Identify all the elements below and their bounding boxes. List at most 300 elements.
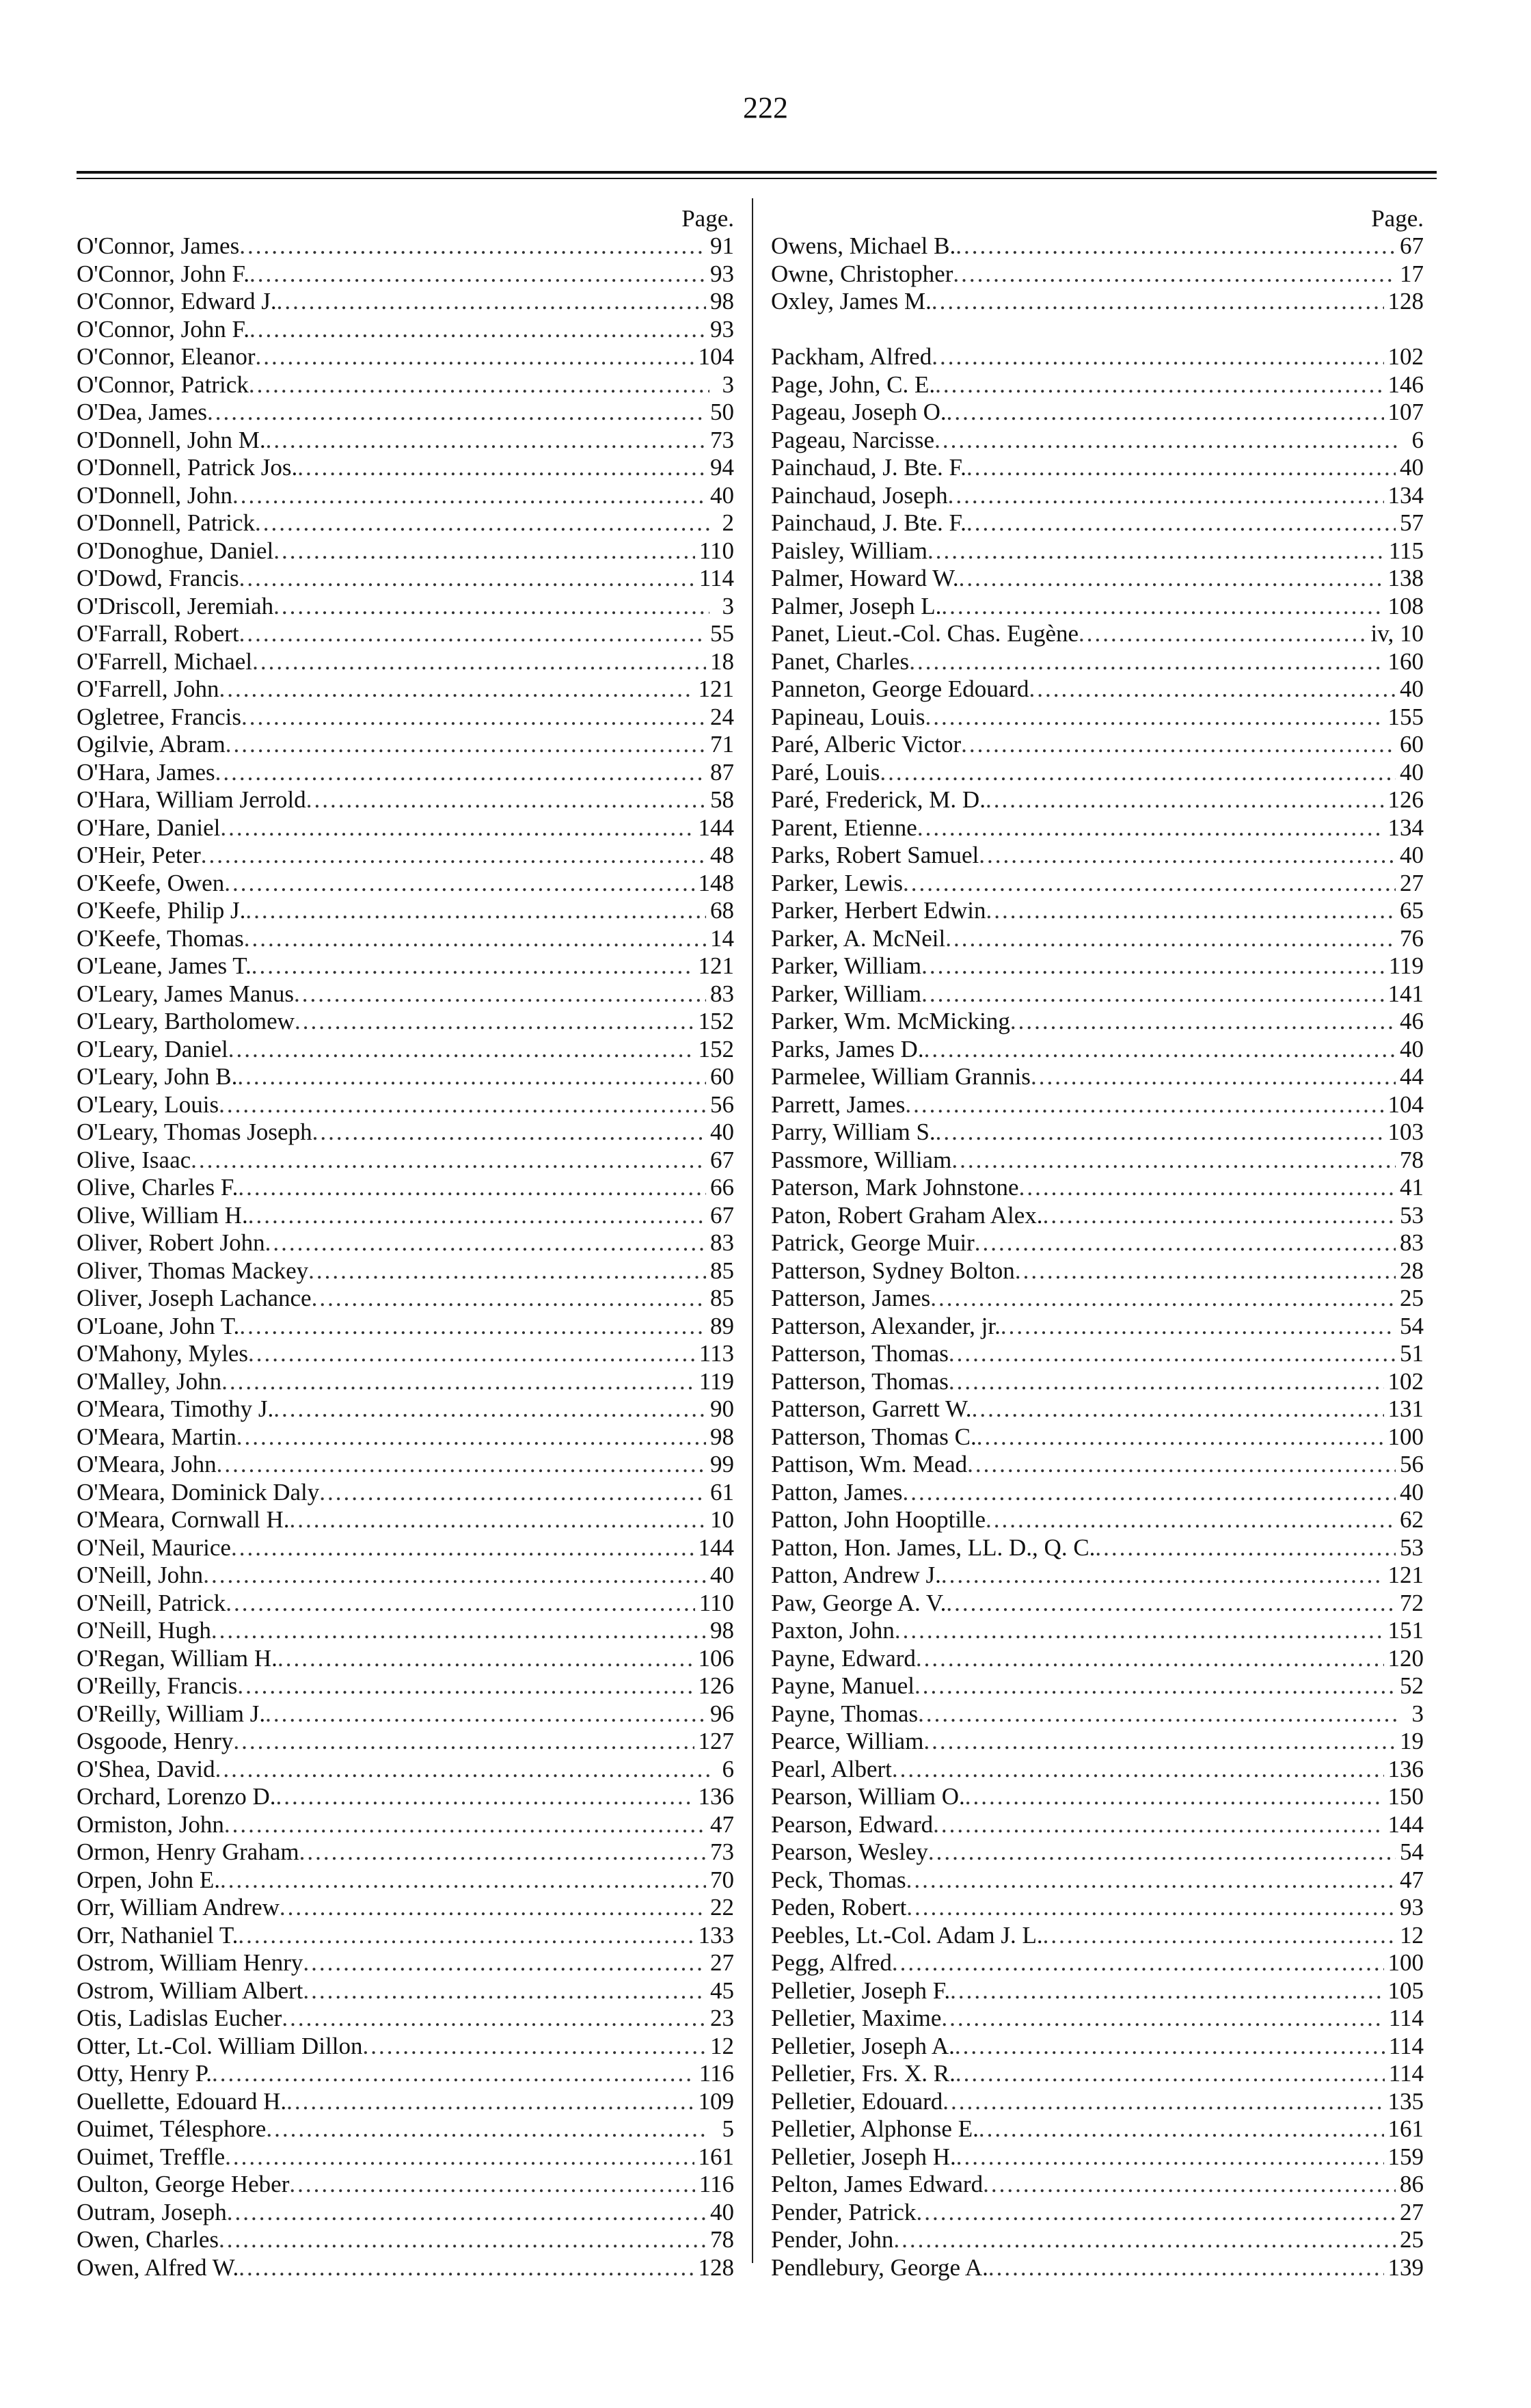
entry-page: 40 <box>1400 1035 1424 1062</box>
entry-page: 65 <box>1400 897 1424 924</box>
index-entry <box>771 593 1424 621</box>
entry-name: O'Hara, William Jerrold <box>77 786 306 813</box>
dot-leader <box>277 1645 694 1673</box>
entry-name: Paxton, John <box>771 1617 895 1644</box>
dot-leader <box>273 593 709 621</box>
index-entry <box>771 2005 1424 2033</box>
dot-leader <box>924 1036 1396 1064</box>
entry-name: Paisley, William <box>771 537 927 564</box>
entry-name: Parks, Robert Samuel <box>771 842 979 868</box>
index-entry <box>771 1645 1424 1673</box>
index-entry <box>77 537 734 565</box>
dot-leader <box>946 1590 1396 1618</box>
index-entry <box>771 1728 1424 1756</box>
entry-name: Olive, William H. <box>77 1201 248 1229</box>
entry-page: 18 <box>710 647 734 675</box>
index-entry <box>771 1119 1424 1147</box>
entry-page: 55 <box>710 620 734 647</box>
index-entry <box>77 1091 734 1119</box>
index-entry <box>771 980 1424 1008</box>
entry-name: Orpen, John E. <box>77 1866 220 1893</box>
entry-page: 56 <box>710 1091 734 1118</box>
index-entry <box>77 925 734 953</box>
entry-name: O'Malley, John <box>77 1367 222 1395</box>
dot-leader <box>201 842 706 870</box>
dot-leader <box>906 1867 1396 1895</box>
entry-name: O'Connor, John F. <box>77 260 249 287</box>
entry-page: 60 <box>710 1063 734 1090</box>
entry-page: 160 <box>1387 647 1424 675</box>
index-entry <box>77 1867 734 1895</box>
entry-page: 110 <box>699 537 734 564</box>
entry-page: 83 <box>710 1229 734 1256</box>
entry-name: Owne, Christopher <box>771 260 953 287</box>
entry-page: 100 <box>1387 1949 1424 1976</box>
entry-page: 12 <box>1400 1921 1424 1949</box>
entry-name: O'Heir, Peter <box>77 842 201 868</box>
index-entry <box>771 1922 1424 1950</box>
entry-page: 19 <box>1400 1728 1424 1754</box>
index-entry <box>77 897 734 925</box>
entry-name: Peden, Robert <box>771 1894 907 1921</box>
entry-page: 40 <box>710 481 734 509</box>
index-entry <box>771 1202 1424 1230</box>
dot-leader <box>941 2005 1384 2033</box>
index-entry <box>771 1479 1424 1507</box>
index-entry <box>771 1091 1424 1119</box>
dot-leader <box>927 537 1385 565</box>
entry-name: Painchaud, J. Bte. F. <box>771 509 966 536</box>
entry-name: O'Farrell, John <box>77 675 219 702</box>
entry-page: 78 <box>1400 1146 1424 1173</box>
entry-name: Parks, James D. <box>771 1035 924 1062</box>
entry-name: Paton, Robert Graham Alex. <box>771 1201 1043 1229</box>
index-entry <box>77 870 734 898</box>
entry-name: Ormon, Henry Graham <box>77 1838 299 1865</box>
entry-page: 141 <box>1387 980 1424 1007</box>
entry-page: 102 <box>1387 1367 1424 1395</box>
dot-leader <box>1031 1063 1396 1091</box>
entry-page: 91 <box>710 232 734 259</box>
dot-leader <box>232 482 706 510</box>
dot-leader <box>219 2226 706 2254</box>
entry-page: 54 <box>1400 1312 1424 1339</box>
entry-name: O'Connor, Eleanor <box>77 343 256 370</box>
entry-page: 99 <box>710 1451 734 1477</box>
dot-leader <box>362 2033 706 2061</box>
dot-leader <box>1029 675 1396 704</box>
entry-page: 114 <box>699 565 734 591</box>
entry-page: 103 <box>1387 1119 1424 1145</box>
entry-page: 136 <box>698 1783 734 1810</box>
index-entry <box>77 454 734 482</box>
entry-page: 40 <box>710 2198 734 2225</box>
index-entry <box>77 1257 734 1285</box>
entry-name: O'Donnell, Patrick <box>77 509 255 536</box>
entry-name: O'Leary, James Manus <box>77 980 294 1007</box>
entry-name: Peebles, Lt.-Col. Adam J. L. <box>771 1921 1043 1949</box>
index-entry <box>77 1562 734 1590</box>
entry-name: O'Leane, James T. <box>77 952 252 979</box>
entry-name: O'Meara, Martin <box>77 1423 236 1450</box>
dot-leader <box>231 1534 694 1562</box>
dot-leader <box>932 343 1383 371</box>
entry-name: O'Meara, Dominick Daly <box>77 1478 320 1506</box>
index-list <box>771 232 1424 2282</box>
entry-page: 47 <box>1400 1866 1424 1893</box>
entry-name: O'Neill, John <box>77 1562 204 1588</box>
entry-name: O'Meara, John <box>77 1451 217 1477</box>
dot-leader <box>1010 1008 1396 1036</box>
dot-leader <box>252 648 706 676</box>
dot-leader <box>239 2254 694 2282</box>
index-entry <box>77 232 734 260</box>
entry-name: Pelletier, Maxime <box>771 2005 942 2031</box>
entry-page: 72 <box>1400 1589 1424 1616</box>
entry-name: O'Neil, Maurice <box>77 1534 231 1561</box>
entry-page: 10 <box>710 1506 734 1533</box>
dot-leader <box>303 1977 706 2005</box>
entry-page: 28 <box>1400 1257 1424 1284</box>
dot-leader <box>233 1728 694 1756</box>
index-entry <box>771 1672 1424 1700</box>
entry-page: 83 <box>710 980 734 1007</box>
index-entry <box>77 1063 734 1091</box>
index-entry <box>77 1977 734 2005</box>
dot-leader <box>282 2005 706 2033</box>
dot-leader <box>239 565 695 593</box>
entry-page: 134 <box>1387 481 1424 509</box>
index-entry <box>77 1119 734 1147</box>
dot-leader <box>917 814 1384 842</box>
entry-name: Patton, John Hooptille <box>771 1506 986 1533</box>
dot-leader <box>220 814 694 842</box>
index-entry <box>771 1229 1424 1257</box>
page-column-header: Page. <box>1371 205 1424 232</box>
dot-leader <box>909 648 1383 676</box>
entry-name: Palmer, Howard W. <box>771 565 959 591</box>
entry-page: 155 <box>1387 703 1424 730</box>
entry-name: Patton, Hon. James, LL. D., Q. C. <box>771 1534 1096 1561</box>
entry-page: 85 <box>710 1257 734 1284</box>
index-entry <box>77 593 734 621</box>
entry-name: O'Dowd, Francis <box>77 565 239 591</box>
entry-page: 131 <box>1387 1395 1424 1422</box>
entry-page: 56 <box>1400 1451 1424 1477</box>
dot-leader <box>941 593 1383 621</box>
entry-name: Ormiston, John <box>77 1810 224 1838</box>
entry-name: Patterson, James <box>771 1285 931 1311</box>
index-entry <box>771 1977 1424 2005</box>
dot-leader <box>255 509 709 537</box>
entry-name: Pendlebury, George A. <box>771 2253 988 2281</box>
entry-page: 107 <box>1387 399 1424 425</box>
index-entry <box>77 1285 734 1313</box>
index-entry <box>771 1174 1424 1202</box>
index-entry <box>77 1838 734 1867</box>
entry-page: 3 <box>722 592 734 619</box>
dot-leader <box>951 1147 1396 1175</box>
dot-leader <box>280 1894 706 1922</box>
dot-leader <box>950 1977 1383 2005</box>
index-entry <box>77 509 734 537</box>
entry-name: O'Connor, Edward J. <box>77 288 277 315</box>
dot-leader <box>967 1451 1396 1479</box>
dot-leader <box>945 925 1396 953</box>
index-entry <box>771 1590 1424 1618</box>
index-entry <box>771 731 1424 759</box>
dot-leader <box>925 704 1384 732</box>
dot-leader <box>930 1285 1396 1313</box>
dot-leader <box>947 399 1384 427</box>
entry-page: 98 <box>710 1617 734 1644</box>
entry-page: 104 <box>1387 1091 1424 1118</box>
entry-page: 50 <box>710 399 734 425</box>
dot-leader <box>916 1645 1384 1673</box>
dot-leader <box>893 2226 1396 2254</box>
dot-leader <box>226 731 706 759</box>
dot-leader <box>1019 1174 1396 1202</box>
dot-leader <box>299 1838 706 1867</box>
index-entry <box>771 1700 1424 1728</box>
dot-leader <box>266 427 706 455</box>
index-entry <box>771 759 1424 787</box>
entry-name: Pelletier, Joseph A. <box>771 2032 955 2059</box>
entry-page: 126 <box>1387 786 1424 813</box>
index-entry <box>771 1867 1424 1895</box>
dot-leader <box>228 1036 694 1064</box>
entry-page: 46 <box>1400 1008 1424 1034</box>
entry-name: Parrett, James <box>771 1091 906 1118</box>
entry-page: 68 <box>710 897 734 924</box>
index-entry <box>77 675 734 704</box>
index-entry <box>77 2033 734 2061</box>
dot-leader <box>239 232 706 260</box>
entry-name: Pelletier, Alphonse E. <box>771 2115 979 2142</box>
index-entry <box>77 1395 734 1423</box>
dot-leader <box>225 2143 694 2171</box>
entry-page: 70 <box>710 1866 734 1893</box>
entry-page: 27 <box>1400 2198 1424 2225</box>
dot-leader <box>237 1672 694 1700</box>
dot-leader <box>211 1617 706 1645</box>
entry-page: 60 <box>1400 731 1424 758</box>
entry-page: 71 <box>710 731 734 758</box>
entry-page: 152 <box>698 1035 734 1062</box>
index-entry <box>771 2171 1424 2199</box>
dot-leader <box>1015 1257 1396 1285</box>
index-entry <box>77 1451 734 1479</box>
dot-leader <box>880 759 1396 787</box>
entry-page: 127 <box>698 1728 734 1754</box>
index-entry <box>77 842 734 870</box>
entry-page: 52 <box>1400 1672 1424 1699</box>
entry-page: 116 <box>699 2060 734 2087</box>
entry-name: Panet, Lieut.-Col. Chas. Eugène <box>771 620 1079 647</box>
entry-page: 67 <box>1400 232 1424 259</box>
index-entry <box>77 1313 734 1341</box>
entry-name: O'Reilly, Francis <box>77 1672 238 1699</box>
entry-name: Oxley, James M. <box>771 288 932 315</box>
dot-leader <box>290 1506 707 1534</box>
entry-name: O'Shea, David <box>77 1755 215 1782</box>
index-entry <box>77 704 734 732</box>
entry-page: 161 <box>1387 2115 1424 2142</box>
entry-page: 108 <box>1387 592 1424 619</box>
index-entry <box>771 704 1424 732</box>
index-entry <box>77 316 734 344</box>
entry-page: 148 <box>698 869 734 896</box>
index-entry <box>77 1423 734 1452</box>
dot-leader <box>239 1313 706 1341</box>
entry-page: 114 <box>1388 2032 1424 2059</box>
entry-page: 73 <box>710 426 734 453</box>
dot-leader <box>273 537 695 565</box>
entry-name: O'Leary, Thomas Joseph <box>77 1119 312 1145</box>
index-entry <box>77 980 734 1008</box>
index-entry <box>771 371 1424 399</box>
dot-leader <box>959 565 1384 593</box>
entry-name: Pearson, William O. <box>771 1783 965 1810</box>
entry-page: 3 <box>722 371 734 398</box>
index-entry <box>771 1451 1424 1479</box>
index-entry <box>77 1590 734 1618</box>
entry-page: 86 <box>1400 2171 1424 2197</box>
dot-leader <box>977 1423 1384 1452</box>
entry-name: Patton, Andrew J. <box>771 1562 941 1588</box>
dot-leader <box>935 371 1383 399</box>
index-entry <box>77 1811 734 1839</box>
entry-page: 128 <box>1387 288 1424 315</box>
index-entry <box>77 1368 734 1396</box>
index-entry <box>771 1756 1424 1784</box>
entry-name: O'Donnell, John M. <box>77 426 266 453</box>
entry-name: Patton, James <box>771 1478 903 1506</box>
dot-leader <box>207 399 706 427</box>
header-rule-thin <box>77 178 1437 179</box>
entry-page: 151 <box>1387 1617 1424 1644</box>
entry-page: 139 <box>1387 2253 1424 2281</box>
index-entry <box>771 2199 1424 2227</box>
dot-leader <box>238 1174 706 1202</box>
index-entry <box>77 427 734 455</box>
entry-page: 134 <box>1387 814 1424 841</box>
entry-page: 115 <box>1388 537 1424 564</box>
entry-page: 93 <box>710 315 734 343</box>
dot-leader <box>236 1423 706 1452</box>
index-entry <box>77 2115 734 2143</box>
dot-leader <box>244 925 706 953</box>
index-entry <box>77 260 734 289</box>
index-entry <box>771 842 1424 870</box>
entry-name: Ostrom, William Henry <box>77 1949 303 1976</box>
index-entry <box>771 1395 1424 1423</box>
index-entry <box>77 1783 734 1811</box>
index-entry <box>771 1617 1424 1645</box>
dot-leader <box>220 1867 706 1895</box>
dot-leader <box>1079 620 1367 648</box>
dot-leader <box>265 1700 706 1728</box>
index-entry <box>77 1036 734 1064</box>
entry-page: 121 <box>1387 1562 1424 1588</box>
entry-name: O'Mahony, Myles <box>77 1340 248 1367</box>
index-entry <box>77 1534 734 1562</box>
index-entry <box>771 482 1424 510</box>
dot-leader <box>949 1368 1384 1396</box>
dot-leader <box>241 704 706 732</box>
entry-name: Parry, William S. <box>771 1119 936 1145</box>
dot-leader <box>956 232 1396 260</box>
dot-leader <box>923 1728 1396 1756</box>
dot-leader <box>943 2088 1383 2116</box>
index-entry <box>77 1479 734 1507</box>
index-entry <box>771 1423 1424 1452</box>
entry-page: 144 <box>1387 1810 1424 1838</box>
entry-page: 48 <box>710 842 734 868</box>
dot-leader <box>212 2060 695 2088</box>
dot-leader <box>276 1783 694 1811</box>
entry-page: 109 <box>698 2087 734 2115</box>
index-entry <box>77 1229 734 1257</box>
index-entry <box>77 1645 734 1673</box>
index-entry <box>771 1894 1424 1922</box>
entry-name: O'Reilly, William J. <box>77 1700 266 1727</box>
entry-name: Payne, Manuel <box>771 1672 914 1699</box>
entry-page: 22 <box>710 1894 734 1921</box>
index-entry <box>77 2254 734 2282</box>
index-entry <box>77 2171 734 2199</box>
index-entry <box>771 786 1424 814</box>
entry-name: O'Neill, Hugh <box>77 1617 211 1644</box>
header-rule-thick <box>77 171 1437 174</box>
entry-name: Owens, Michael B. <box>771 232 956 259</box>
entry-page: 87 <box>710 758 734 786</box>
index-entry <box>77 1700 734 1728</box>
index-entry <box>77 1174 734 1202</box>
dot-leader <box>319 1479 706 1507</box>
entry-page: 51 <box>1400 1340 1424 1367</box>
dot-leader <box>933 1811 1383 1839</box>
entry-name: Pelletier, Edouard <box>771 2087 943 2115</box>
entry-name: Patterson, Thomas <box>771 1367 949 1395</box>
dot-leader <box>249 371 709 399</box>
entry-name: Papineau, Louis <box>771 703 925 730</box>
entry-page: 135 <box>1387 2087 1424 2115</box>
entry-name: O'Hare, Daniel <box>77 814 221 841</box>
entry-page: 100 <box>1387 1423 1424 1450</box>
index-entry <box>77 1617 734 1645</box>
entry-name: Owen, Alfred W. <box>77 2253 239 2281</box>
entry-name: Payne, Thomas <box>771 1700 919 1727</box>
entry-name: Panneton, George Edouard <box>771 675 1029 702</box>
index-entry <box>771 1285 1424 1313</box>
index-entry <box>771 2226 1424 2254</box>
dot-leader <box>227 2199 706 2227</box>
dot-leader <box>265 1229 706 1257</box>
entry-page: 128 <box>698 2253 734 2281</box>
entry-name: O'Leary, Bartholomew <box>77 1008 295 1034</box>
dot-leader <box>988 2254 1384 2282</box>
entry-page: 96 <box>710 1700 734 1727</box>
dot-leader <box>921 952 1385 980</box>
index-entry <box>77 482 734 510</box>
entry-page: 53 <box>1400 1534 1424 1561</box>
entry-name: Ouellette, Edouard H. <box>77 2087 287 2115</box>
entry-name: Pattison, Wm. Mead <box>771 1451 968 1477</box>
entry-page: 40 <box>1400 1478 1424 1506</box>
dot-leader <box>203 1562 706 1590</box>
entry-name: Pelletier, Joseph H. <box>771 2143 956 2170</box>
